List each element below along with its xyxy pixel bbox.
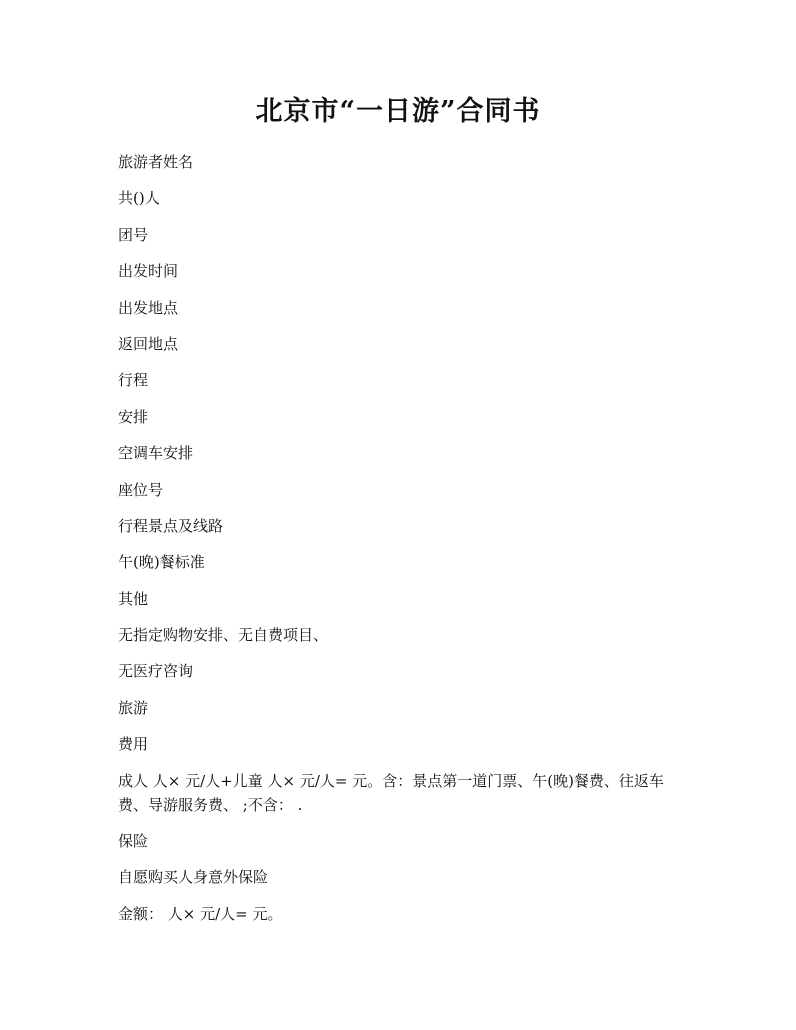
field-no-shopping: 无指定购物安排、无自费项目、 <box>118 626 329 645</box>
field-group-number: 团号 <box>118 225 149 244</box>
field-amount: 金额： 人× 元/人= 元。 <box>118 904 283 923</box>
field-no-medical: 无医疗咨询 <box>118 662 194 681</box>
field-other: 其他 <box>118 589 149 608</box>
field-tourist-name: 旅游者姓名 <box>118 153 194 171</box>
contract-field-list <box>118 150 678 938</box>
field-itinerary: 行程 <box>118 371 149 390</box>
field-fees: 费用 <box>118 735 149 754</box>
field-return-place: 返回地点 <box>118 334 179 353</box>
field-travel: 旅游 <box>118 698 149 717</box>
field-voluntary-insurance: 自愿购买人身意外保险 <box>118 868 269 887</box>
field-insurance: 保险 <box>118 832 149 851</box>
field-arrangement: 安排 <box>118 407 149 426</box>
document-title: 北京市“一日游”合同书 <box>255 96 541 127</box>
field-meal-standard: 午(晚)餐标准 <box>118 553 205 572</box>
field-sights-route: 行程景点及线路 <box>118 516 224 535</box>
field-ac-bus: 空调车安排 <box>118 444 194 463</box>
field-departure-time: 出发时间 <box>118 262 179 281</box>
field-departure-place: 出发地点 <box>118 298 179 317</box>
field-headcount: 共()人 <box>118 189 160 208</box>
field-fee-details: 成人 人× 元/人+儿童 人× 元/人= 元。含：景点第一道门票、午(晚)餐费、往返车费、导游服务费、 ;不含： . <box>118 771 664 814</box>
field-seat-number: 座位号 <box>118 480 164 499</box>
